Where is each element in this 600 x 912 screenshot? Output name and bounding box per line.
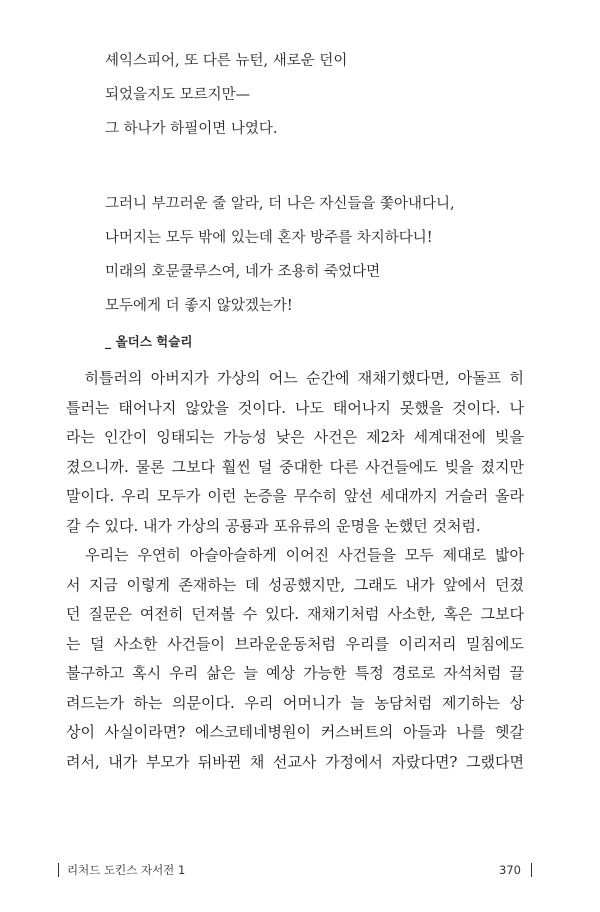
body-line: 던 질문은 여전히 던져볼 수 있다. 재채기처럼 사소한, 혹은 그보다 [66,605,524,623]
poem-line: 셰익스피어, 또 다른 뉴턴, 새로운 던이 [105,53,348,69]
body-line: 는 덜 사소한 사건들이 브라운운동처럼 우리를 이리저리 밀침에도 [66,634,524,653]
footer-page-number [499,860,532,880]
stanza-gap [105,146,545,187]
body-line: 말이다. 우리 모두가 이런 논증을 무수히 앞선 세대까지 거슬러 올라 [66,487,524,505]
poem-line: 나머지는 모두 밖에 있는데 혼자 방주를 차지하다니! [105,230,433,246]
footer-divider [531,863,532,877]
body-line: 틀러는 태어나지 않았을 것이다. 나도 태어나지 못했을 것이다. 나 [66,398,524,417]
poem-stanza-2 [105,187,545,323]
body-line: 상이 사실이라면? 에스코테네병원이 커스버트의 아들과 나를 헷갈 [66,723,524,741]
body-line: 려드는가 하는 의문이다. 우리 어머니가 늘 농담처럼 제기하는 상 [66,693,524,712]
footer-divider [58,863,59,877]
body-line: 불구하고 혹시 우리 삶은 늘 예상 가능한 특정 경로로 자석처럼 끌 [66,664,524,682]
poem-line: 그 하나가 하필이면 나였다. [105,121,278,137]
body-line: 려서, 내가 부모가 뒤바뀐 채 선교사 가정에서 자랐다면? 그랬다면 [66,752,524,771]
poem-line: 모두에게 더 좋지 않았겠는가! [105,298,293,314]
poem-stanza-1 [105,44,545,146]
book-title: 리처드 도킨스 자서전 1 [67,863,186,877]
footer-running-title [58,860,185,880]
poem-line: 되었을지도 모르지만— [105,87,251,103]
body-line: 졌으니까. 물론 그보다 훨씬 덜 중대한 다른 사건들에도 빚을 졌지만 [66,457,524,476]
poem-attribution: _ 올더스 헉슬리 [105,334,193,349]
body-line: 우리는 우연히 아슬아슬하게 이어진 사건들을 모두 제대로 밟아 [66,546,524,564]
epigraph-poem [105,44,545,357]
body-line: 라는 인간이 잉태되는 가능성 낮은 사건은 제2차 세계대전에 빚을 [66,428,524,446]
page-footer [58,860,532,880]
body-line: 히틀러의 아버지가 가상의 어느 순간에 재채기했다면, 아돌프 히 [66,369,524,387]
poem-line: 미래의 호문쿨루스여, 네가 조용히 죽었다면 [105,264,381,280]
body-line: 갈 수 있다. 내가 가상의 공룡과 포유류의 운명을 논했던 것처럼. [66,516,481,535]
body-text [66,364,524,777]
poem-line: 그러니 부끄러운 줄 알라, 더 나은 자신들을 쫓아내다니, [105,196,455,212]
page-number: 370 [499,863,521,877]
body-line: 서 지금 이렇게 존재하는 데 성공했지만, 그래도 내가 앞에서 던졌 [66,575,524,594]
